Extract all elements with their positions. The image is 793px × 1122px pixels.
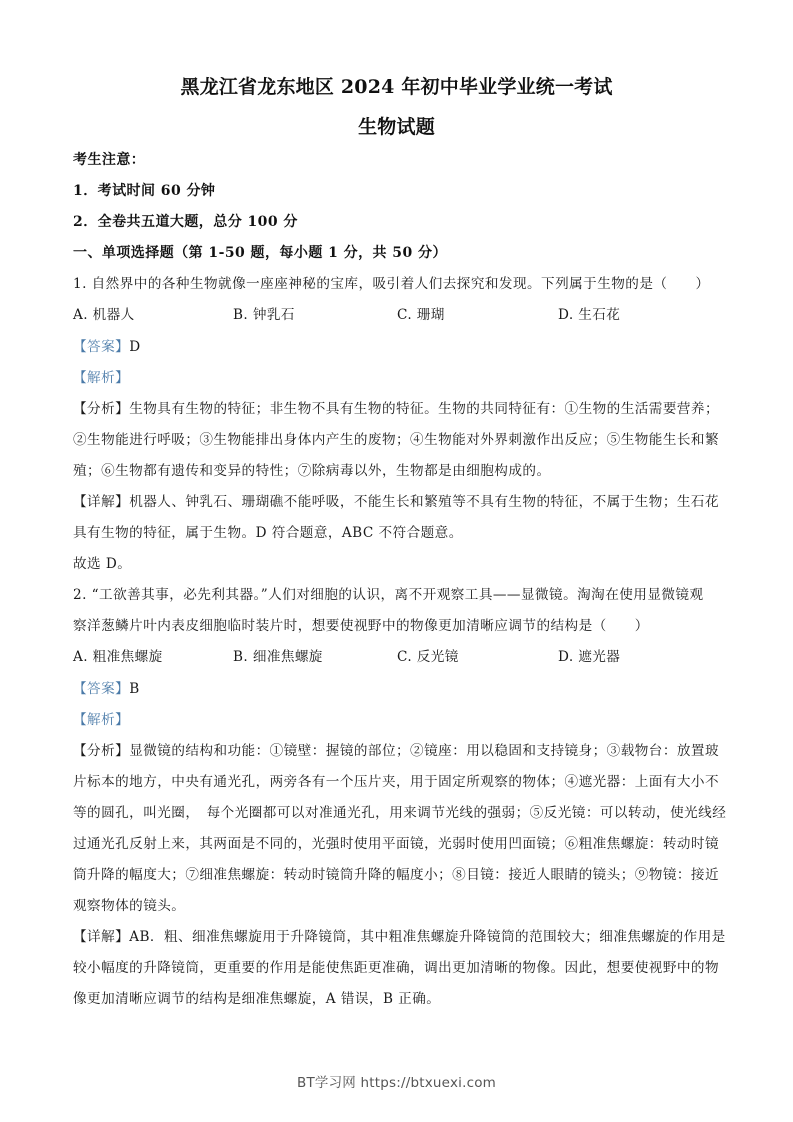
fenxi-text-line: 殖；⑥生物都有遗传和变异的特性；⑦除病毒以外，生物都是由细胞构成的。	[73, 463, 551, 479]
notice-item-score: 2．全卷共五道大题，总分 100 分	[73, 214, 298, 230]
fenxi-line	[73, 399, 718, 419]
fenxi-text-line: 筒升降的幅度大；⑦细准焦螺旋：转动时镜筒升降的幅度小；⑧目镜：接近人眼睛的镜头；⑨物镜：接近	[73, 867, 720, 883]
analysis-line	[73, 710, 718, 730]
answer-line	[73, 679, 718, 699]
option-b: B. 钟乳石	[233, 307, 295, 323]
option-a: A. 粗准焦螺旋	[73, 649, 163, 665]
fenxi-text-line: 过通光孔反射上来，其两面是不同的，光强时使用平面镜，光弱时使用凹面镜；⑥粗准焦螺旋：转动时镜	[73, 836, 720, 852]
option-c: C. 反光镜	[397, 649, 459, 665]
xiangjie-label: 【详解】	[73, 494, 130, 510]
question-stem: 1. 自然界中的各种生物就像一座座神秘的宝库，吸引着人们去探究和发现。下列属于生物的是（ ）	[73, 276, 710, 292]
question-options	[73, 305, 718, 325]
fenxi-label: 【分析】	[73, 743, 130, 759]
footer-watermark: BT学习网 https://btxuexi.com	[296, 1075, 497, 1091]
section-heading: 一、单项选择题（第 1-50 题，每小题 1 分，共 50 分）	[73, 245, 447, 261]
xiangjie-text-line: 像更加清晰应调节的结构是细准焦螺旋，A 错误，B 正确。	[73, 991, 441, 1007]
analysis-line	[73, 368, 718, 388]
xiangjie-line	[73, 492, 718, 512]
analysis-label: 【解析】	[73, 712, 130, 728]
option-a: A. 机器人	[73, 307, 135, 323]
xiangjie-text-line: 较小幅度的升降镜筒，更重要的作用是能使焦距更准确，调出更加清晰的物像。因此，想要使视野中的物	[73, 960, 720, 976]
fenxi-label: 【分析】	[73, 401, 130, 417]
xiangjie-text: AB．粗、细准焦螺旋用于升降镜筒，其中粗准焦螺旋升降镜筒的范围较大；细准焦螺旋的作用是	[129, 929, 726, 945]
answer-line	[73, 337, 718, 357]
xiangjie-text-line: 具有生物的特征，属于生物。D 符合题意，ABC 不符合题意。	[73, 525, 463, 541]
xiangjie-line	[73, 927, 726, 947]
option-b: B. 细准焦螺旋	[233, 649, 323, 665]
option-d: D. 遮光器	[558, 649, 621, 665]
xiangjie-label: 【详解】	[73, 929, 130, 945]
fenxi-text-line: ②生物能进行呼吸；③生物能排出身体内产生的废物；④生物能对外界刺激作出反应；⑤生物能生长和繁	[73, 432, 720, 448]
answer-value: D	[129, 339, 141, 355]
fenxi-line	[73, 741, 718, 761]
answer-label: 【答案】	[73, 681, 130, 697]
fenxi-text: 显微镜的结构和功能：①镜壁：握镜的部位；②镜座：用以稳固和支持镜身；③载物台：放置玻	[129, 743, 720, 759]
xiangjie-text: 机器人、钟乳石、珊瑚礁不能呼吸，不能生长和繁殖等不具有生物的特征，不属于生物；生石花	[129, 494, 720, 510]
question-stem: 察洋葱鳞片叶内表皮细胞临时装片时，想要使视野中的物像更加清晰应调节的结构是（ ）	[73, 618, 649, 634]
question-stem: 2. “工欲善其事，必先利其器。”人们对细胞的认识，离不开观察工具——显微镜。淘淘在使用显微镜观	[73, 587, 704, 603]
answer-value: B	[129, 681, 140, 697]
notice-item-time: 1．考试时间 60 分钟	[73, 183, 216, 199]
exam-subtitle: 生物试题	[358, 116, 435, 138]
answer-label: 【答案】	[73, 339, 130, 355]
conclusion: 故选 D。	[73, 556, 132, 572]
fenxi-text: 生物具有生物的特征；非生物不具有生物的特征。生物的共同特征有：①生物的生活需要营养；	[129, 401, 720, 417]
option-c: C. 珊瑚	[397, 307, 445, 323]
exam-title: 黑龙江省龙东地区 2024 年初中毕业学业统一考试	[180, 76, 613, 98]
question-options	[73, 647, 718, 667]
fenxi-text-line: 等的圆孔，叫光圈， 每个光圈都可以对准通光孔，用来调节光线的强弱；⑤反光镜：可以转动，使光线经	[73, 805, 727, 821]
fenxi-text-line: 观察物体的镜头。	[73, 898, 186, 914]
notice-heading: 考生注意：	[73, 152, 146, 168]
analysis-label: 【解析】	[73, 370, 130, 386]
option-d: D. 生石花	[558, 307, 621, 323]
fenxi-text-line: 片标本的地方，中央有通光孔，两旁各有一个压片夹，用于固定所观察的物体；④遮光器：上面有大小不	[73, 774, 720, 790]
